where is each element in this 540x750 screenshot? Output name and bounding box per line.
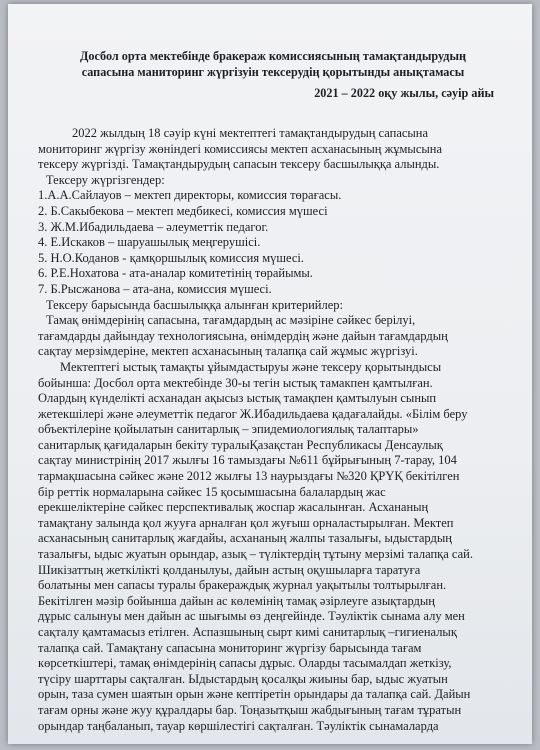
text-line: сақталу қамтамасыз етілген. Аспазшының сырт кимі санитарлық –гигиеналық — [38, 625, 457, 639]
text-line: Шикізаттың жеткілікті қолданылуы, дайын астың оқушыларға таратуға — [38, 562, 421, 577]
document-page — [8, 4, 532, 744]
text-line: тағам орны және жуу құралдары бар. Тоңазытқыш жабдығының тағам тұратын — [38, 702, 462, 717]
text-line: мониторинг жүргізу жөніндегі комиссиясы мектеп асханасының жұмысына — [38, 141, 443, 156]
list-item: 5. Н.О.Коданов - қамқоршылық комиссия мүшесі. — [38, 250, 305, 265]
text-line: көрсеткіштері, тамақ өнімдерінің сапасы дұрыс. Оларды тасымалдап жеткізу, — [38, 656, 452, 671]
text-line: асханасының санитарлық жағдайы, асхананың жалпы тазалығы, ыдыстардың — [38, 531, 452, 546]
text-line: Тексеру барысында басшылыққа алынған критерийлер: — [46, 297, 343, 312]
list-item: 7. Б.Рысжанова – ата-ана, комиссия мүшесі. — [38, 281, 272, 296]
text-line: Мектептегі ыстық тамақты ұйымдастыруы және тексеру қорытындысы — [60, 359, 442, 374]
text-line: сақтау мерзімдеріне, мектеп асханасының талапқа сай жұмыс жүргізуі. — [38, 344, 418, 359]
text-line: Олардың күнделікті асханадан ақысыз ыстық тамақпен қамтылуын сынып — [38, 391, 437, 406]
document-body — [38, 126, 513, 734]
list-item: 4. Е.Искаков – шаруашылық меңгерушісі. — [38, 235, 261, 250]
text-line: талапқа сай. Тамақтану сапасына мониторинг жүргізу барысында тағам — [38, 640, 422, 655]
text-line: тармақшасына сәйкес және 2012 жылғы 13 наурыздағы №320 ҚРҮҚ бекітілген — [38, 469, 460, 484]
text-line: түсіру шарттары сақталған. Ыдыстардың қосалқы жиыны бар, ыдыс жуатын — [38, 671, 448, 686]
document-title — [38, 48, 508, 80]
list-item: 1.А.А.Сайлауов – мектеп директоры, комиссия төрағасы. — [38, 188, 342, 203]
text-line: ерекшеліктеріне сәйкес перспективалық жоспар жасалынған. Асхананың — [38, 500, 429, 515]
academic-year: 2021 – 2022 оқу жылы, сәуір айы — [314, 86, 494, 100]
text-line: дұрыс салынуы мен дайын ас шығымы өз деңгейінде. Тәуліктік сынама алу мен — [38, 609, 465, 624]
list-item: 3. Ж.М.Ибадильдаева – әлеуметтік педагог. — [38, 219, 269, 234]
title-line-1: Досбол орта мектебінде бракераж комиссиясының тамақтандырудың — [79, 49, 467, 63]
list-item: 2. Б.Сакыбекова – мектеп медбикесі, комиссия мүшесі — [38, 203, 328, 218]
text-line: тағамдарды дайындау технологиясына, өнімдердің және дайын тағамдардың — [38, 328, 448, 343]
text-line: объектілеріне қойылатын санитарлық – эпидемиологиялық талаптары» — [38, 422, 419, 437]
text-line: болатыны мен сапасы туралы бракераждық журнал уақытылы толтырылған. — [38, 578, 447, 593]
list-item: 6. Р.Е.Нохатова - ата-аналар комитетінің төрайымы. — [38, 266, 313, 281]
text-line: сақтау министрінің 2017 жылғы 16 тамыздағы №611 бұйрығының 7-тарау, 104 — [38, 453, 457, 468]
text-line: орындар таңбаланып, тауар көршілестігі сақталған. Тәуліктік сынамаларда — [38, 718, 439, 733]
text-line: Бекітілген мәзір бойынша дайын ас көлемінің тамақ әзірлеуге азықтардың — [38, 593, 435, 608]
text-line: Тамақ өнімдерінің сапасына, тағамдардың ас мәзіріне сәйкес берілуі, — [46, 313, 416, 328]
text-line: тексеру жүргізді. Тамақтандырудың сапасын тексеру басшылыққа алынды. — [38, 157, 440, 172]
text-line: бір реттік нормаларына сәйкес 15 қосымшасына балалардың жас — [38, 484, 386, 499]
text-line: бойынша: Досбол орта мектебінде 30-ы тегін ыстық тамакпен қамтылған. — [38, 375, 433, 390]
text-line: Тексеру жүргізгендер: — [46, 172, 165, 187]
text-line: санитарлық қағидаларын бекіту туралыҚазақстан Республикасы Денсаулық — [38, 437, 443, 452]
text-line: тазалығы, ыдыс жуатын орындар, азық – түліктердің тұтыну мерзімі талапқа сай. — [38, 547, 473, 562]
title-line-2: сапасына маниторинг жүргізуін тексерудің қорытынды анықтамасы — [81, 65, 465, 79]
text-line: 2022 жылдың 18 сәуір күні мектептегі тамақтандырудың сапасына — [72, 126, 429, 140]
text-line: орын, таза сумен шаятын орын және кептіретін орындары да талапқа сай. Дайын — [38, 687, 471, 702]
text-line: тамақтану залында қол жууға арналған қол жуғыш орналастырылған. Мектеп — [38, 515, 454, 530]
text-line: жетекшілері және әлеуметтік педагог Ж.Ибадильдаева қадағалайды. «Білім беру — [38, 406, 468, 421]
